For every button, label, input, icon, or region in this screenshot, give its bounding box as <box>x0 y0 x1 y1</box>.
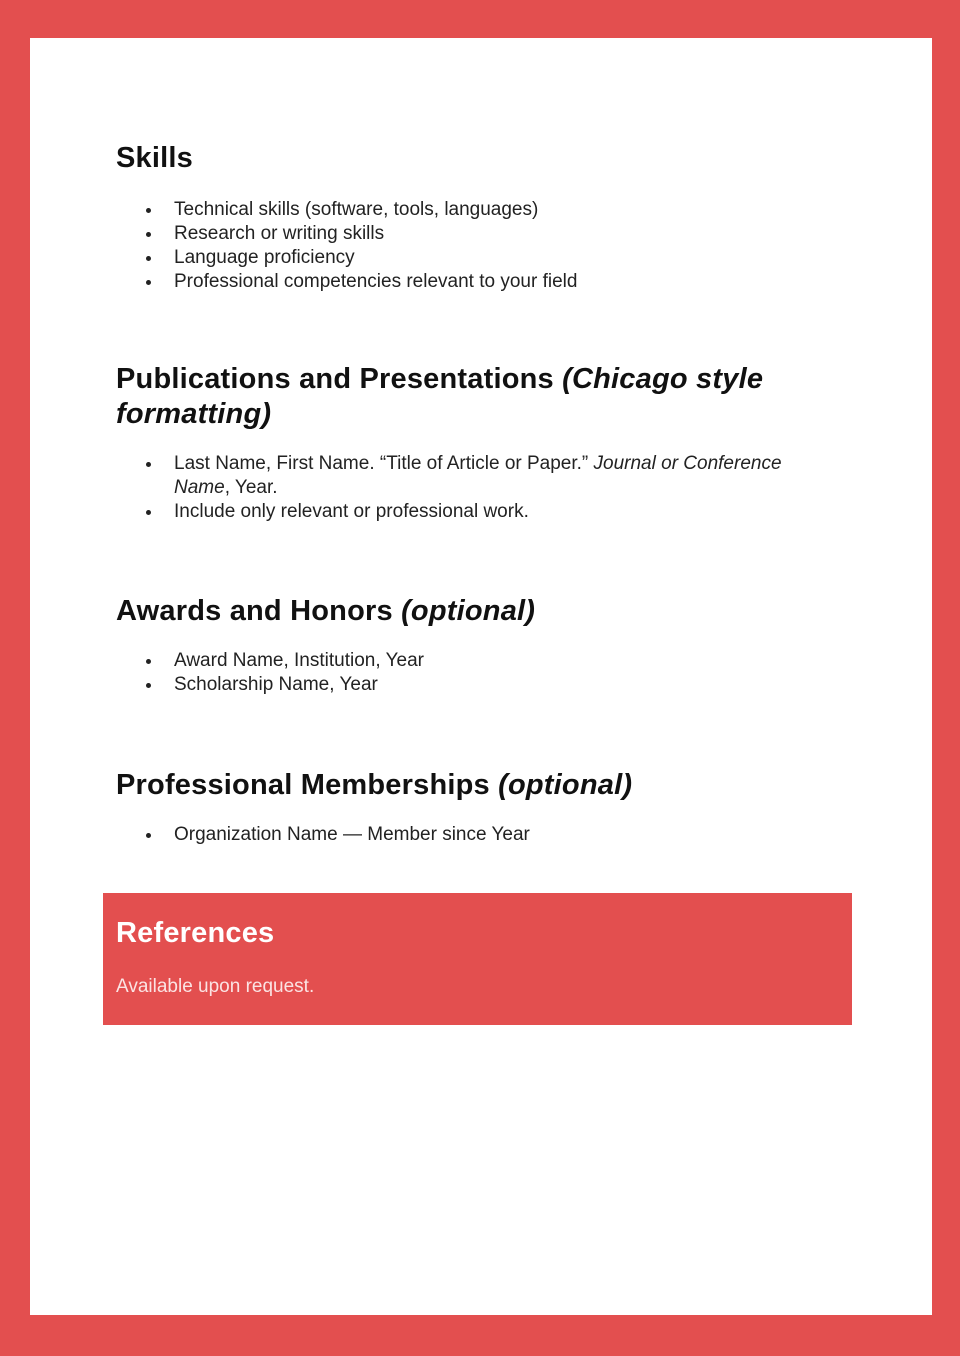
awards-list <box>116 649 836 697</box>
references-text: Available upon request. <box>116 976 315 997</box>
list-item: Professional competencies relevant to your field <box>116 270 836 294</box>
resume-page <box>30 38 932 1315</box>
memberships-heading <box>116 768 836 803</box>
awards-title: Awards and Honors <box>116 595 393 627</box>
awards-section <box>116 594 836 697</box>
citation-year: , Year. <box>224 477 278 498</box>
list-item <box>116 452 836 500</box>
publications-list <box>116 452 836 524</box>
list-item: Award Name, Institution, Year <box>116 649 836 673</box>
list-item: Language proficiency <box>116 246 836 270</box>
references-section <box>103 893 852 1025</box>
memberships-section <box>116 768 836 847</box>
memberships-title-note: (optional) <box>498 769 633 801</box>
list-item: Include only relevant or professional work. <box>116 500 836 524</box>
list-item: Technical skills (software, tools, languages) <box>116 198 836 222</box>
publications-title: Publications and Presentations <box>116 363 554 395</box>
memberships-list <box>116 823 836 847</box>
awards-title-note: (optional) <box>401 595 536 627</box>
list-item: Research or writing skills <box>116 222 836 246</box>
references-heading: References <box>116 917 275 949</box>
publications-section <box>116 362 836 524</box>
publications-heading <box>116 362 836 432</box>
list-item: Scholarship Name, Year <box>116 673 836 697</box>
citation-venue: Journal or Conference Name <box>174 453 782 498</box>
skills-section <box>116 141 836 294</box>
awards-heading <box>116 594 836 629</box>
skills-heading: Skills <box>116 142 193 174</box>
publications-title-note: (Chicago style formatting) <box>116 363 764 430</box>
memberships-title: Professional Memberships <box>116 769 490 801</box>
citation-author-title: Last Name, First Name. “Title of Article or Paper.” <box>174 453 594 474</box>
list-item: Organization Name — Member since Year <box>116 823 836 847</box>
skills-list <box>116 198 836 294</box>
